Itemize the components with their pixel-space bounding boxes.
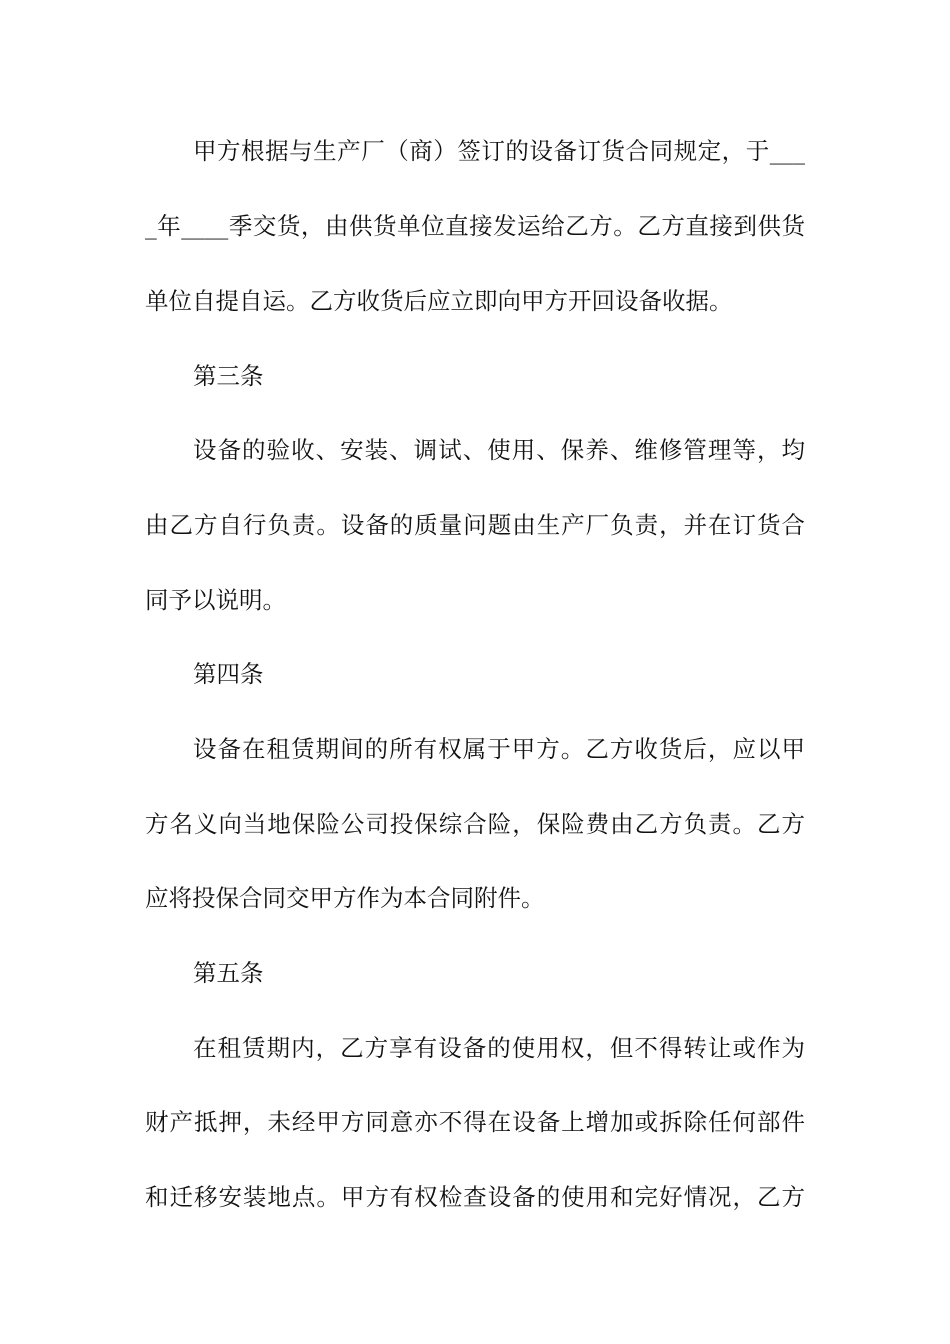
paragraph-line: 和迁移安装地点。甲方有权检查设备的使用和完好情况，乙方 — [145, 1183, 805, 1211]
paragraph-line: 方名义向当地保险公司投保综合险，保险费由乙方负责。乙方 — [145, 810, 805, 838]
paragraph-line: 财产抵押，未经甲方同意亦不得在设备上增加或拆除任何部件 — [145, 1108, 805, 1136]
paragraph-line: 由乙方自行负责。设备的质量问题由生产厂负责，并在订货合 — [145, 511, 805, 539]
paragraph-line: 同予以说明。 — [145, 586, 286, 614]
paragraph-line: 设备的验收、安装、调试、使用、保养、维修管理等，均 — [193, 436, 805, 464]
article-heading: 第四条 — [193, 660, 264, 688]
paragraph-line: _年____季交货，由供货单位直接发运给乙方。乙方直接到供货 — [145, 212, 805, 240]
paragraph-line: 甲方根据与生产厂（商）签订的设备订货合同规定，于___ — [193, 137, 805, 165]
article-heading: 第五条 — [193, 959, 264, 987]
paragraph-line: 应将投保合同交甲方作为本合同附件。 — [145, 884, 545, 912]
article-heading: 第三条 — [193, 362, 264, 390]
paragraph-line: 单位自提自运。乙方收货后应立即向甲方开回设备收据。 — [145, 287, 733, 315]
paragraph-line: 设备在租赁期间的所有权属于甲方。乙方收货后，应以甲 — [193, 735, 805, 763]
paragraph-line: 在租赁期内，乙方享有设备的使用权，但不得转让或作为 — [193, 1034, 805, 1062]
